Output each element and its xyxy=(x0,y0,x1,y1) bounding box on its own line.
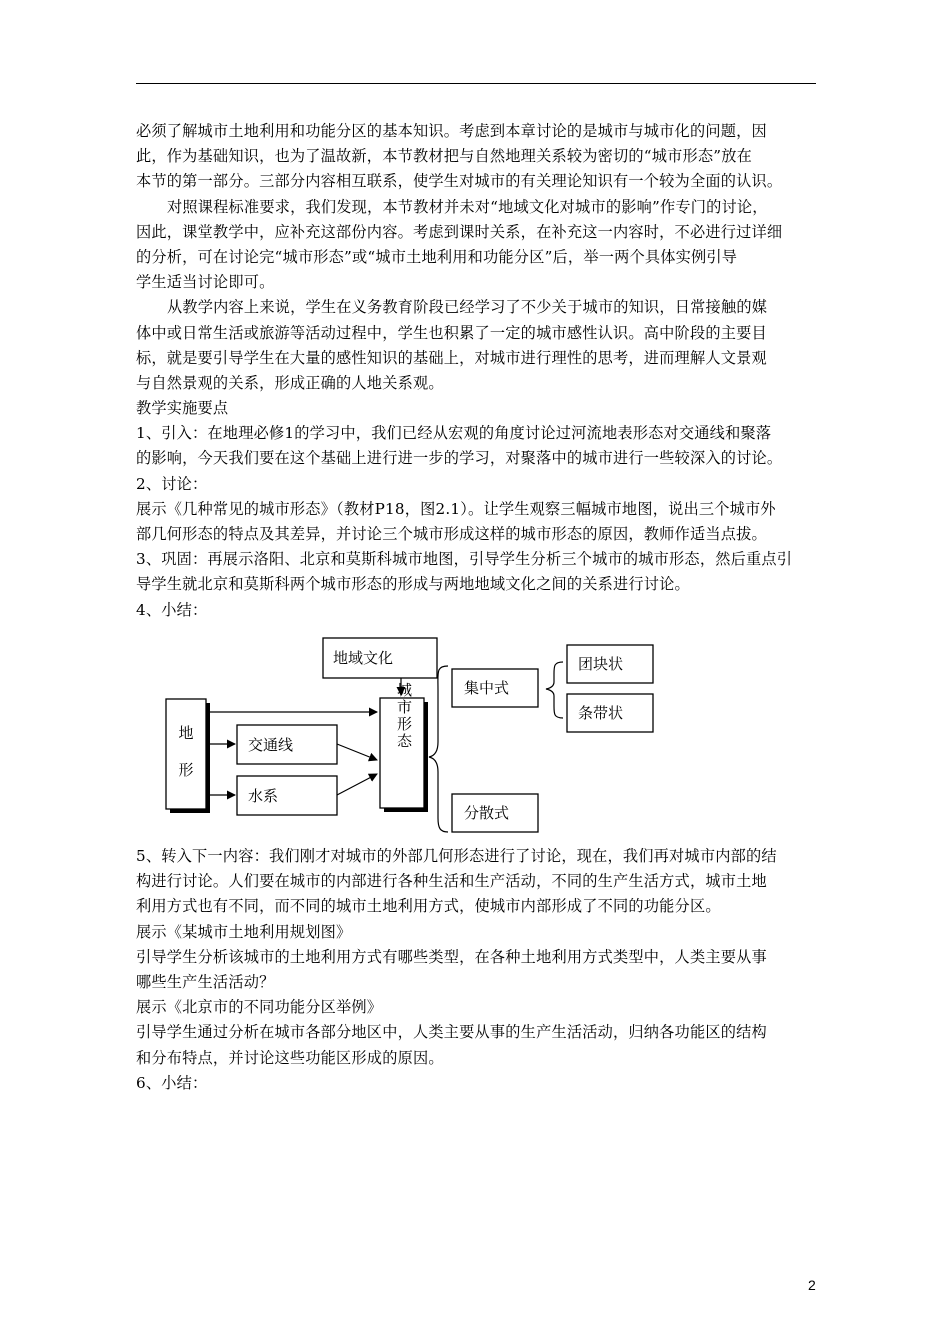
text-line: 利用方式也有不同，而不同的城市土地利用方式，使城市内部形成了不同的功能分区。 xyxy=(136,897,721,916)
water-box xyxy=(237,776,337,815)
text-line: 的影响，今天我们要在这个基础上进行进一步的学习，对聚落中的城市进行一些较深入的讨论。 xyxy=(136,449,783,468)
text-line: 学生适当讨论即可。 xyxy=(136,273,275,292)
water-label: 水系 xyxy=(248,787,279,805)
text-line: 因此，课堂教学中，应补充这部份内容。考虑到课时关系，在补充这一内容时，不必进行过详细 xyxy=(136,222,783,241)
text-line: 构进行讨论。人们要在城市的内部进行各种生活和生产活动，不同的生产生活方式，城市土地 xyxy=(136,872,767,891)
text-line: 体中或日常生活或旅游等活动过程中，学生也积累了一定的城市感性认识。高中阶段的主要目 xyxy=(136,323,767,342)
text-line: 引导学生分析该城市的土地利用方式有哪些类型，在各种土地利用方式类型中，人类主要从事 xyxy=(136,947,767,966)
transport-label: 交通线 xyxy=(248,736,294,754)
text-line: 展示《某城市土地利用规划图》 xyxy=(136,922,352,941)
text-line: 对照课程标准要求，我们发现，本节教材并未对“地域文化对城市的影响”作专门的讨论， xyxy=(167,197,768,216)
text-line: 的分析，可在讨论完“城市形态”或“城市土地利用和功能分区”后，举一两个具体实例引导 xyxy=(136,247,738,266)
text-line: 6、小结： xyxy=(136,1073,208,1092)
regional-culture-label: 地域文化 xyxy=(333,649,394,667)
text-line: 必须了解城市土地利用和功能分区的基本知识。考虑到本章讨论的是城市与城市化的问题，因 xyxy=(136,122,767,140)
text-line: 2、讨论： xyxy=(136,474,208,493)
page-number: 2 xyxy=(808,1277,816,1293)
landform-box xyxy=(166,699,210,813)
text-line: 标，就是要引导学生在大量的感性知识的基础上，对城市进行理性的思考，进而理解人文景观 xyxy=(136,348,767,367)
text-line: 与自然景观的关系，形成正确的人地关系观。 xyxy=(136,373,444,392)
landform-char1: 地 xyxy=(178,724,194,742)
section-heading: 教学实施要点 xyxy=(136,399,229,418)
text-line: 5、转入下一内容：我们刚才对城市的外部几何形态进行了讨论，现在，我们再对城市内部的结 xyxy=(136,847,777,865)
strip-label: 条带状 xyxy=(578,704,624,722)
text-line: 和分布特点，并讨论这些功能区形成的原因。 xyxy=(136,1048,444,1067)
text-line: 从教学内容上来说，学生在义务教育阶段已经学习了不少关于城市的知识，日常接触的媒 xyxy=(167,298,768,317)
body-text-bottom xyxy=(136,844,818,1096)
text-line: 3、巩固：再展示洛阳、北京和莫斯科城市地图，引导学生分析三个城市的城市形态，然后重点引 xyxy=(136,550,793,569)
dispersed-box xyxy=(452,794,538,832)
text-line: 导学生就北京和莫斯科两个城市形态的形成与两地地域文化之间的关系进行讨论。 xyxy=(136,575,690,594)
text-line: 此，作为基础知识，也为了温故新，本节教材把与自然地理关系较为密切的“城市形态”放在 xyxy=(136,147,753,166)
city-form-box xyxy=(380,682,428,812)
dispersed-label: 分散式 xyxy=(464,804,510,822)
concentrated-box xyxy=(452,669,538,707)
landform-char2: 形 xyxy=(178,761,194,779)
text-line: 展示《北京市的不同功能分区举例》 xyxy=(136,998,383,1017)
city-form-label: 城市形态 xyxy=(395,682,413,750)
concentrated-label: 集中式 xyxy=(464,679,510,697)
block-box xyxy=(567,645,653,683)
text-line: 展示《几种常见的城市形态》（教材P18，图2.1）。让学生观察三幅城市地图，说出三个城市外 xyxy=(136,499,776,518)
text-line: 4、小结： xyxy=(136,600,208,619)
text-line: 引导学生通过分析在城市各部分地区中，人类主要从事的生产生活活动，归纳各功能区的结构 xyxy=(136,1023,767,1042)
strip-box xyxy=(567,694,653,732)
text-line: 哪些生产生活活动？ xyxy=(136,972,275,991)
regional-culture-box xyxy=(323,638,437,678)
block-label: 团块状 xyxy=(578,655,624,673)
text-line: 部几何形态的特点及其差异，并讨论三个城市形成这样的城市形态的原因，教师作适当点拔。 xyxy=(136,525,767,543)
text-line: 本节的第一部分。三部分内容相互联系，使学生对城市的有关理论知识有一个较为全面的认识。 xyxy=(136,172,783,191)
transport-box xyxy=(237,725,337,764)
text-line: 1、引入：在地理必修1的学习中，我们已经从宏观的角度讨论过河流地表形态对交通线和聚落 xyxy=(136,424,772,443)
